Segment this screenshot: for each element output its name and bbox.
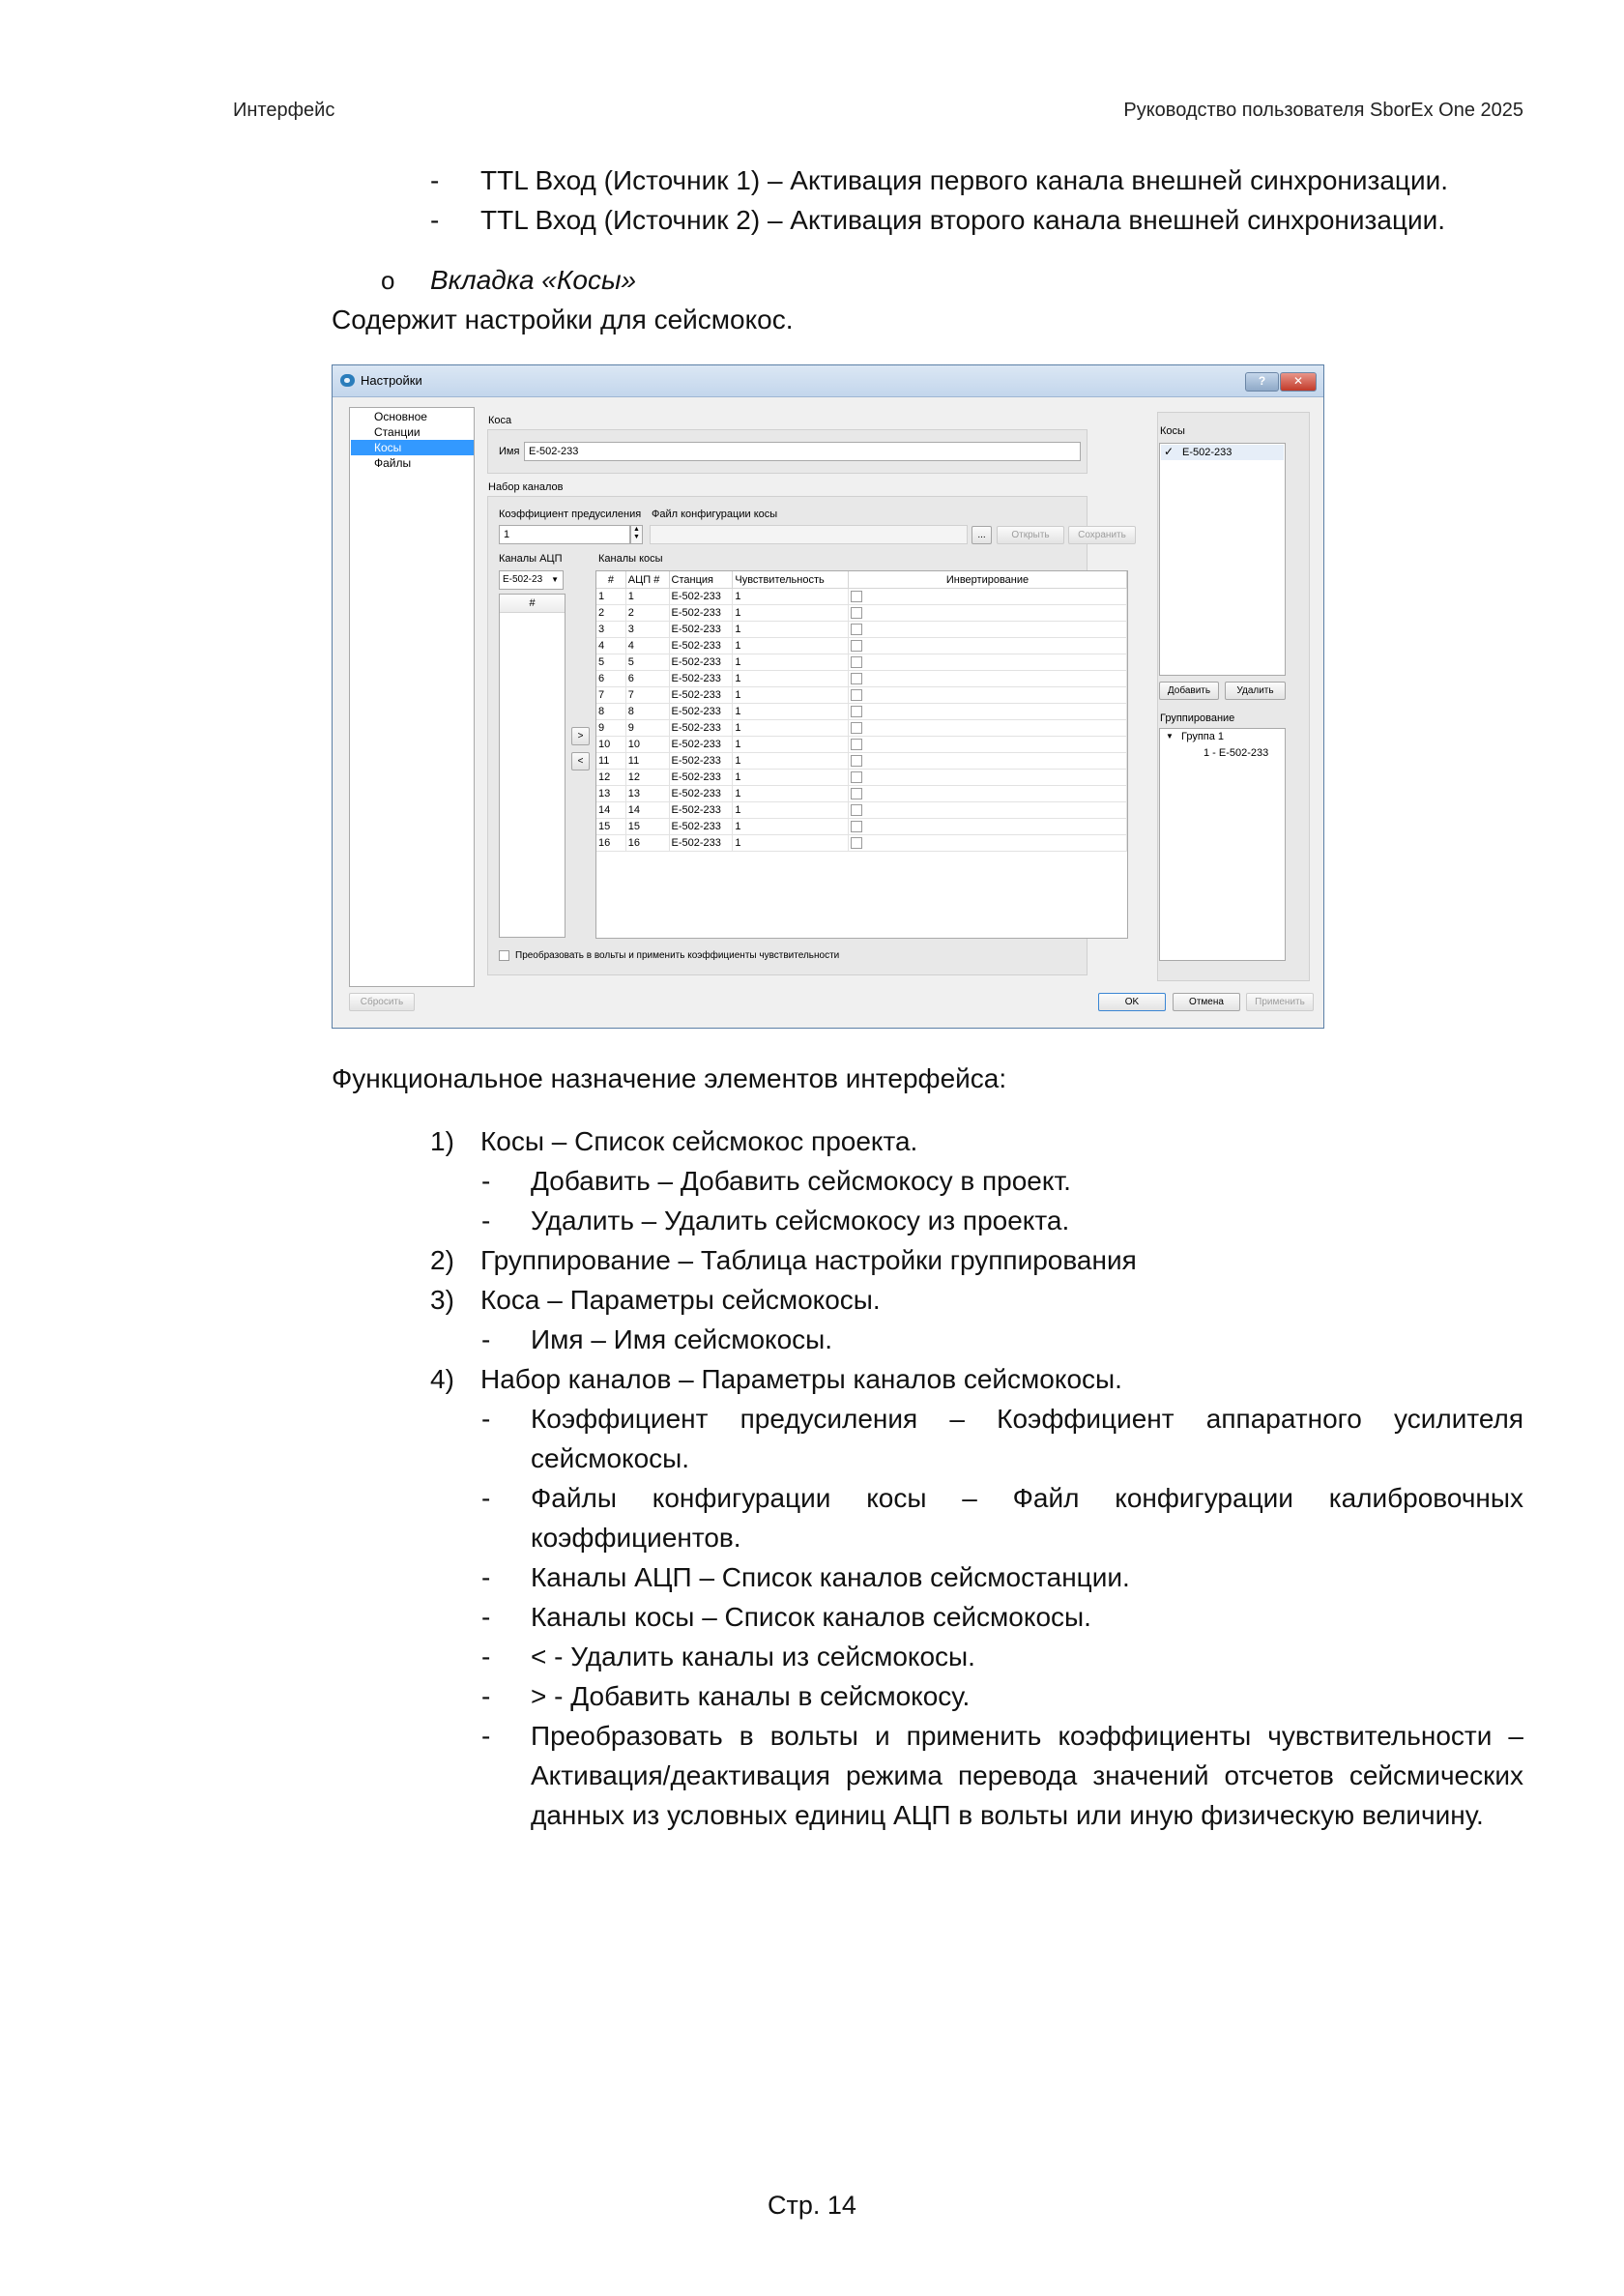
window-titlebar: [333, 365, 1323, 397]
nav-item-files[interactable]: Файлы: [374, 456, 412, 470]
list-item: Группирование – Таблица настройки группирования: [480, 1245, 1137, 1275]
list-subitem: Добавить – Добавить сейсмокосу в проект.: [531, 1166, 1071, 1196]
column-header-station[interactable]: Станция: [669, 571, 733, 589]
config-file-input[interactable]: [650, 525, 968, 544]
group-child-node[interactable]: 1 - E-502-233: [1204, 747, 1269, 759]
row-sensitivity[interactable]: 1: [733, 835, 849, 852]
table-row[interactable]: [596, 704, 1127, 720]
row-station: E-502-233: [669, 753, 733, 770]
row-sensitivity[interactable]: 1: [733, 819, 849, 835]
row-invert: [849, 654, 1127, 671]
row-station: E-502-233: [669, 720, 733, 737]
row-invert: [849, 770, 1127, 786]
list-subitem: Каналы АЦП – Список каналов сейсмостанции.: [531, 1562, 1130, 1592]
bullet-marker: o: [381, 266, 395, 295]
row-sensitivity[interactable]: 1: [733, 687, 849, 704]
dash-marker: -: [481, 1166, 491, 1196]
row-adc: 12: [625, 770, 669, 786]
row-sensitivity[interactable]: 1: [733, 753, 849, 770]
dash-marker: -: [481, 1483, 491, 1513]
list-subitem: Каналы косы – Список каналов сейсмокосы.: [531, 1602, 1091, 1632]
invert-checkbox[interactable]: [851, 788, 862, 799]
column-header-sensitivity[interactable]: Чувствительность: [733, 571, 849, 589]
table-row[interactable]: [596, 835, 1127, 852]
browse-button[interactable]: ...: [972, 526, 992, 544]
save-button[interactable]: Сохранить: [1068, 526, 1136, 544]
adc-channels-label: Каналы АЦП: [499, 553, 563, 565]
row-adc: 6: [625, 671, 669, 687]
grouping-tree[interactable]: [1159, 728, 1286, 961]
convert-checkbox[interactable]: [499, 950, 509, 961]
row-station: E-502-233: [669, 687, 733, 704]
row-station: E-502-233: [669, 622, 733, 638]
invert-checkbox[interactable]: [851, 591, 862, 602]
channels-group: [487, 496, 1126, 975]
page-number: Стр. 14: [768, 2191, 856, 2220]
add-channels-button[interactable]: >: [571, 727, 590, 745]
intro-item: TTL Вход (Источник 1) – Активация первого канала внешней синхронизации.: [480, 165, 1448, 195]
invert-checkbox[interactable]: [851, 739, 862, 750]
close-button[interactable]: ✕: [1280, 372, 1317, 392]
dash-marker: -: [481, 1404, 491, 1434]
invert-checkbox[interactable]: [851, 640, 862, 652]
row-station: E-502-233: [669, 835, 733, 852]
row-number: 5: [596, 654, 625, 671]
header-document-title: Руководство пользователя SborEx One 2025: [1123, 100, 1523, 121]
kosa-channels-table: [595, 570, 1128, 939]
row-station: E-502-233: [669, 605, 733, 622]
table-row[interactable]: [596, 802, 1127, 819]
list-subitem: < - Удалить каналы из сейсмокосы.: [531, 1642, 975, 1671]
row-number: 14: [596, 802, 625, 819]
dash-marker: -: [481, 1602, 491, 1632]
list-item: Коса – Параметры сейсмокосы.: [480, 1285, 881, 1315]
table-row[interactable]: [596, 622, 1127, 638]
list-subitem: > - Добавить каналы в сейсмокосу.: [531, 1681, 971, 1711]
row-invert: [849, 687, 1127, 704]
row-number: 4: [596, 638, 625, 654]
row-number: 6: [596, 671, 625, 687]
row-invert: [849, 737, 1127, 753]
list-subitem-continued: Активация/деактивация режима перевода значений отсчетов сейсмических: [531, 1760, 1523, 1790]
kosy-group: [1157, 412, 1310, 981]
row-sensitivity[interactable]: 1: [733, 786, 849, 802]
row-invert: [849, 819, 1127, 835]
list-number: 3): [430, 1285, 454, 1315]
invert-checkbox[interactable]: [851, 771, 862, 783]
row-adc: 10: [625, 737, 669, 753]
row-station: E-502-233: [669, 671, 733, 687]
row-adc: 8: [625, 704, 669, 720]
table-row[interactable]: [596, 589, 1127, 605]
section-description: Содержит настройки для сейсмокос.: [332, 305, 794, 334]
dash-marker: -: [481, 1642, 491, 1671]
row-number: 12: [596, 770, 625, 786]
list-subitem: Коэффициент предусиления – Коэффициент аппаратного усилителя: [531, 1404, 1523, 1434]
table-row[interactable]: [596, 638, 1127, 654]
list-subitem: Удалить – Удалить сейсмокосу из проекта.: [531, 1206, 1070, 1235]
invert-checkbox[interactable]: [851, 821, 862, 832]
column-header-adc[interactable]: АЦП #: [625, 571, 669, 589]
list-subitem: Файлы конфигурации косы – Файл конфигурации калибровочных: [531, 1483, 1523, 1513]
table-row[interactable]: [596, 753, 1127, 770]
row-invert: [849, 835, 1127, 852]
column-header-num[interactable]: #: [596, 571, 625, 589]
row-invert: [849, 671, 1127, 687]
kosa-channels-label: Каналы косы: [598, 553, 663, 565]
intro-item: TTL Вход (Источник 2) – Активация второго канала внешней синхронизации.: [480, 205, 1446, 235]
dash-marker: -: [430, 205, 440, 235]
list-number: 1): [430, 1126, 454, 1156]
invert-checkbox[interactable]: [851, 804, 862, 816]
ok-button[interactable]: OK: [1098, 993, 1166, 1011]
row-station: E-502-233: [669, 654, 733, 671]
delete-button[interactable]: Удалить: [1225, 682, 1286, 700]
adc-column-header[interactable]: #: [500, 595, 565, 613]
kosy-group-label: Косы: [1160, 425, 1185, 437]
name-input[interactable]: E-502-233: [524, 442, 1081, 461]
row-invert: [849, 802, 1127, 819]
adc-select-value: E-502-23: [503, 574, 543, 585]
nav-item-kosy[interactable]: Косы: [351, 440, 474, 455]
dash-marker: -: [481, 1206, 491, 1235]
list-subitem-continued: сейсмокосы.: [531, 1443, 690, 1473]
dash-marker: -: [481, 1562, 491, 1592]
adc-channel-list[interactable]: [499, 594, 566, 938]
list-item: Набор каналов – Параметры каналов сейсмокосы.: [480, 1364, 1122, 1394]
dash-marker: -: [481, 1721, 491, 1751]
list-subitem: Имя – Имя сейсмокосы.: [531, 1324, 833, 1354]
cancel-button[interactable]: Отмена: [1173, 993, 1240, 1011]
grouping-label: Группирование: [1160, 712, 1235, 724]
functional-heading: Функциональное назначение элементов интерфейса:: [332, 1063, 1007, 1093]
name-label: Имя: [499, 446, 520, 457]
gain-spinner[interactable]: ▲ ▼: [630, 525, 643, 544]
row-station: E-502-233: [669, 737, 733, 753]
row-invert: [849, 786, 1127, 802]
row-number: 16: [596, 835, 625, 852]
channels-group-label: Набор каналов: [488, 481, 564, 493]
row-adc: 3: [625, 622, 669, 638]
row-sensitivity[interactable]: 1: [733, 605, 849, 622]
settings-nav: [349, 407, 475, 987]
table-row[interactable]: [596, 687, 1127, 704]
row-sensitivity[interactable]: 1: [733, 802, 849, 819]
gain-label: Коэффициент предусиления: [499, 509, 642, 520]
table-row[interactable]: [596, 770, 1127, 786]
row-number: 10: [596, 737, 625, 753]
header-section: Интерфейс: [233, 100, 335, 121]
row-sensitivity[interactable]: 1: [733, 704, 849, 720]
dash-marker: -: [430, 165, 440, 195]
open-button[interactable]: Открыть: [997, 526, 1064, 544]
kosa-group-label: Коса: [488, 415, 512, 426]
row-adc: 5: [625, 654, 669, 671]
row-station: E-502-233: [669, 589, 733, 605]
dash-marker: -: [481, 1324, 491, 1354]
row-adc: 16: [625, 835, 669, 852]
window-title: Настройки: [361, 373, 422, 388]
list-number: 2): [430, 1245, 454, 1275]
invert-checkbox[interactable]: [851, 689, 862, 701]
invert-checkbox[interactable]: [851, 755, 862, 767]
table-row[interactable]: [596, 786, 1127, 802]
row-invert: [849, 638, 1127, 654]
invert-checkbox[interactable]: [851, 607, 862, 619]
kosy-list[interactable]: [1159, 443, 1286, 676]
nav-item-stations[interactable]: Станции: [374, 425, 420, 439]
row-station: E-502-233: [669, 770, 733, 786]
list-item: Косы – Список сейсмокос проекта.: [480, 1126, 918, 1156]
row-sensitivity[interactable]: 1: [733, 638, 849, 654]
expand-icon[interactable]: ▼: [1166, 732, 1174, 741]
row-number: 11: [596, 753, 625, 770]
reset-button[interactable]: Сбросить: [349, 993, 415, 1011]
row-adc: 7: [625, 687, 669, 704]
list-subitem-continued: данных из условных единиц АЦП в вольты или иную физическую величину.: [531, 1800, 1484, 1830]
row-invert: [849, 589, 1127, 605]
row-number: 7: [596, 687, 625, 704]
help-button[interactable]: ?: [1245, 372, 1279, 392]
table-row[interactable]: [596, 737, 1127, 753]
row-sensitivity[interactable]: 1: [733, 770, 849, 786]
row-adc: 13: [625, 786, 669, 802]
table-row[interactable]: [596, 720, 1127, 737]
row-sensitivity[interactable]: 1: [733, 654, 849, 671]
nav-item-general[interactable]: Основное: [374, 410, 427, 423]
adc-select[interactable]: [499, 570, 564, 590]
check-icon: ✓: [1164, 445, 1174, 458]
kosa-group: [487, 429, 1088, 474]
table-row[interactable]: [596, 671, 1127, 687]
row-number: 8: [596, 704, 625, 720]
invert-checkbox[interactable]: [851, 837, 862, 849]
group-node[interactable]: Группа 1: [1181, 731, 1225, 742]
row-sensitivity[interactable]: 1: [733, 720, 849, 737]
dash-marker: -: [481, 1681, 491, 1711]
add-button[interactable]: Добавить: [1159, 682, 1219, 700]
row-number: 9: [596, 720, 625, 737]
row-adc: 2: [625, 605, 669, 622]
config-file-label: Файл конфигурации косы: [652, 509, 778, 520]
column-header-invert[interactable]: Инвертирование: [849, 571, 1127, 589]
invert-checkbox[interactable]: [851, 722, 862, 734]
invert-checkbox[interactable]: [851, 673, 862, 684]
row-sensitivity[interactable]: 1: [733, 737, 849, 753]
settings-window: [332, 364, 1324, 1029]
row-invert: [849, 753, 1127, 770]
row-invert: [849, 720, 1127, 737]
kosy-list-item[interactable]: [1161, 445, 1284, 460]
app-icon: [340, 374, 355, 387]
section-title: Вкладка «Косы»: [430, 265, 637, 295]
list-subitem: Преобразовать в вольты и применить коэффициенты чувствительности –: [531, 1721, 1523, 1751]
row-number: 3: [596, 622, 625, 638]
list-number: 4): [430, 1364, 454, 1394]
row-invert: [849, 704, 1127, 720]
row-number: 15: [596, 819, 625, 835]
kosy-item-name: E-502-233: [1182, 447, 1232, 458]
list-subitem-continued: коэффициентов.: [531, 1523, 741, 1553]
remove-channels-button[interactable]: <: [571, 752, 590, 770]
row-sensitivity[interactable]: 1: [733, 622, 849, 638]
row-station: E-502-233: [669, 819, 733, 835]
row-adc: 14: [625, 802, 669, 819]
row-station: E-502-233: [669, 704, 733, 720]
table-row[interactable]: [596, 654, 1127, 671]
row-station: E-502-233: [669, 638, 733, 654]
row-adc: 1: [625, 589, 669, 605]
row-station: E-502-233: [669, 802, 733, 819]
row-number: 13: [596, 786, 625, 802]
gain-input[interactable]: 1: [499, 525, 630, 544]
table-row[interactable]: [596, 819, 1127, 835]
row-adc: 15: [625, 819, 669, 835]
channels-table: [596, 571, 1127, 852]
convert-label: Преобразовать в вольты и применить коэффициенты чувствительности: [515, 950, 840, 961]
row-number: 1: [596, 589, 625, 605]
invert-checkbox[interactable]: [851, 706, 862, 717]
row-invert: [849, 622, 1127, 638]
row-station: E-502-233: [669, 786, 733, 802]
row-invert: [849, 605, 1127, 622]
row-sensitivity[interactable]: 1: [733, 589, 849, 605]
chevron-down-icon: ▼: [551, 575, 559, 584]
apply-button[interactable]: Применить: [1246, 993, 1314, 1011]
table-row[interactable]: [596, 605, 1127, 622]
row-adc: 11: [625, 753, 669, 770]
row-sensitivity[interactable]: 1: [733, 671, 849, 687]
invert-checkbox[interactable]: [851, 656, 862, 668]
row-adc: 9: [625, 720, 669, 737]
row-number: 2: [596, 605, 625, 622]
row-adc: 4: [625, 638, 669, 654]
invert-checkbox[interactable]: [851, 624, 862, 635]
